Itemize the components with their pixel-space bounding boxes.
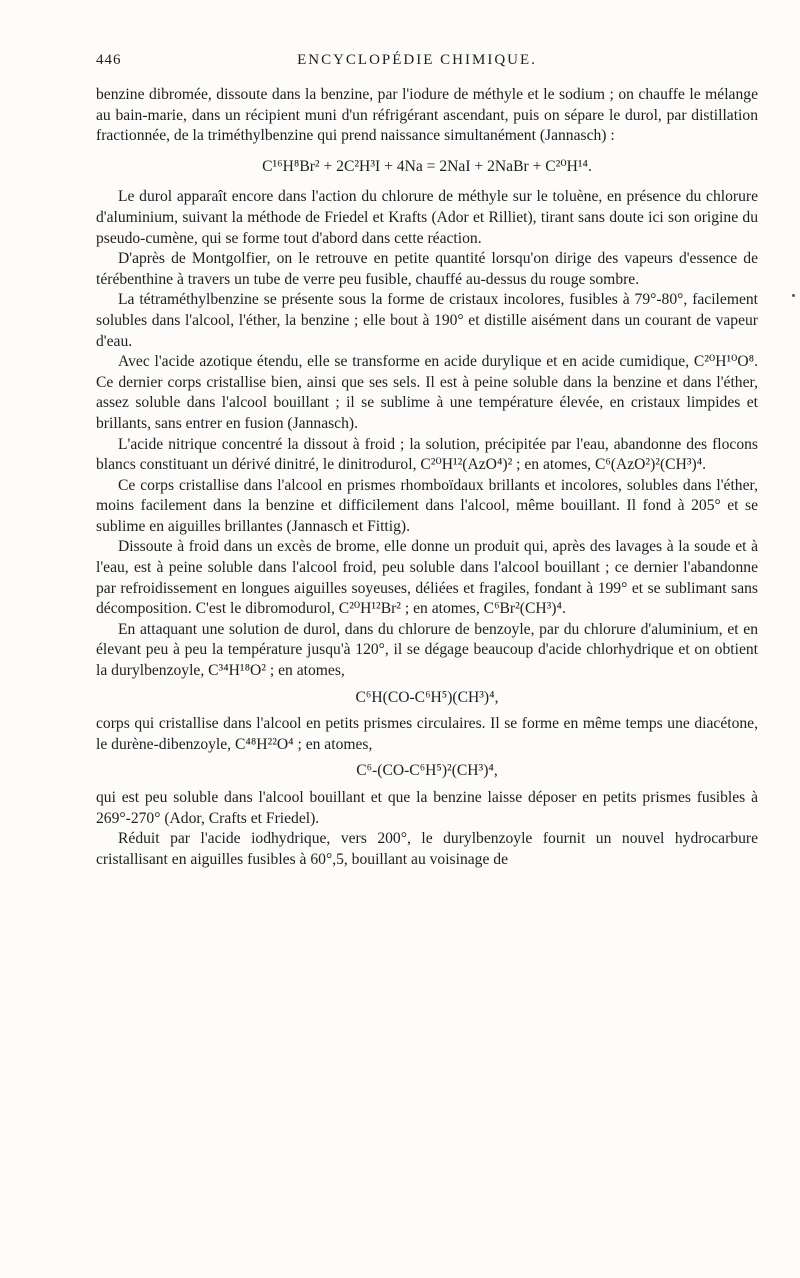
formula-durene-dibenzoyle: C⁶-(CO-C⁶H⁵)²(CH³)⁴, [356, 762, 498, 780]
paragraph-3: D'après de Montgolfier, on le retrouve en petite quantité lorsqu'on dirige des vapeurs d'essence de térébenthine à travers un tube de verre peu fusible, chauffé au-dessus du rouge sombre. [96, 250, 758, 288]
paragraph-7: Ce corps cristallise dans l'alcool en prismes rhomboïdaux brillants et incolores, solubles dans l'éther, moins facilement dans la benzine et difficilement dans l'alcool, même bouillant. Il fond à 205° et se sublime en aiguilles brillantes (Jannasch et Fittig). [96, 476, 758, 535]
paragraph-1: benzine dibromée, dissoute dans la benzine, par l'iodure de méthyle et le sodium ; on chauffe le mélange au bain-marie, dans un récipient muni d'un réfrigérant ascendant, puis on sépare le durol, par distillation fractionnée, de la triméthylbenzine qui prend naissance simultanément (Jannasch) : [96, 86, 758, 145]
formula-durylbenzoyle: C⁶H(CO-C⁶H⁵)(CH³)⁴, [355, 688, 499, 706]
running-title: ENCYCLOPÉDIE CHIMIQUE. [297, 52, 537, 68]
body-text [96, 85, 758, 870]
paragraph-4: La tétraméthylbenzine se présente sous la forme de cristaux incolores, fusibles à 79°-80°, facilement solubles dans l'alcool, l'éther, la benzine ; elle bout à 190° et distille aisément dans un courant de vapeur d'eau. [96, 291, 758, 350]
page-header [96, 52, 758, 69]
margin-speck [792, 294, 795, 297]
paragraph-6: L'acide nitrique concentré la dissout à froid ; la solution, précipitée par l'eau, abandonne des flocons blancs constituant un dérivé dinitré, le dinitrodurol, C²⁰H¹²(AzO⁴)² ; en atomes, C⁶(AzO²)²(CH³)⁴. [96, 435, 758, 474]
paragraph-8: Dissoute à froid dans un excès de brome, elle donne un produit qui, après des lavages à la soude et à l'eau, est à peine soluble dans l'alcool froid, peu soluble dans l'alcool bouillant ; ce dernier l'abandonne par refroidissement en longues aiguilles soyeuses, déliées et fragiles, fondant à 199° et se sublimant sans décomposition. C'est le dibromodurol, C²⁰H¹²Br² ; en atomes, C⁶Br²(CH³)⁴. [96, 538, 758, 618]
paragraph-9: En attaquant une solution de durol, dans du chlorure de benzoyle, par du chlorure d'aluminium, et en élevant peu à peu la température jusqu'à 120°, il se dégage beaucoup d'acide chlorhydrique et on obtient la durylbenzoyle, C³⁴H¹⁸O² ; en atomes, [96, 620, 758, 680]
paragraph-5: Avec l'acide azotique étendu, elle se transforme en acide durylique et en acide cumidique, C²⁰H¹⁰O⁸. Ce dernier corps cristallise bien, ainsi que ses sels. Il est à peine soluble dans la benzine et dans l'éther, assez soluble dans l'alcool bouillant ; il se sublime à une température élevée, en cristaux limpides et brillants, sans entrer en fusion (Jannasch). [96, 353, 758, 432]
reaction-equation: C¹⁶H⁸Br² + 2C²H³I + 4Na = 2NaI + 2NaBr + C²⁰H¹⁴. [262, 157, 592, 175]
paragraph-2: Le durol apparaît encore dans l'action du chlorure de méthyle sur le toluène, en présence du chlorure d'aluminium, suivant la méthode de Friedel et Krafts (Ador et Rilliet), tirant sans doute ici son origine du pseudo-cumène, qui se forme tout d'abord dans cette réaction. [96, 188, 758, 247]
page-number: 446 [96, 52, 122, 68]
paragraph-12: Réduit par l'acide iodhydrique, vers 200°, le durylbenzoyle fournit un nouvel hydrocarbure cristallisant en aiguilles fusibles à 60°,5, bouillant au voisinage de [96, 830, 758, 868]
paragraph-10: corps qui cristallise dans l'alcool en petits prismes circulaires. Il se forme en même temps une diacétone, le durène-dibenzoyle, C⁴⁸H²²O⁴ ; en atomes, [96, 715, 758, 753]
paragraph-11: qui est peu soluble dans l'alcool bouillant et que la benzine laisse déposer en petits prismes fusibles à 269°-270° (Ador, Crafts et Friedel). [96, 789, 758, 827]
